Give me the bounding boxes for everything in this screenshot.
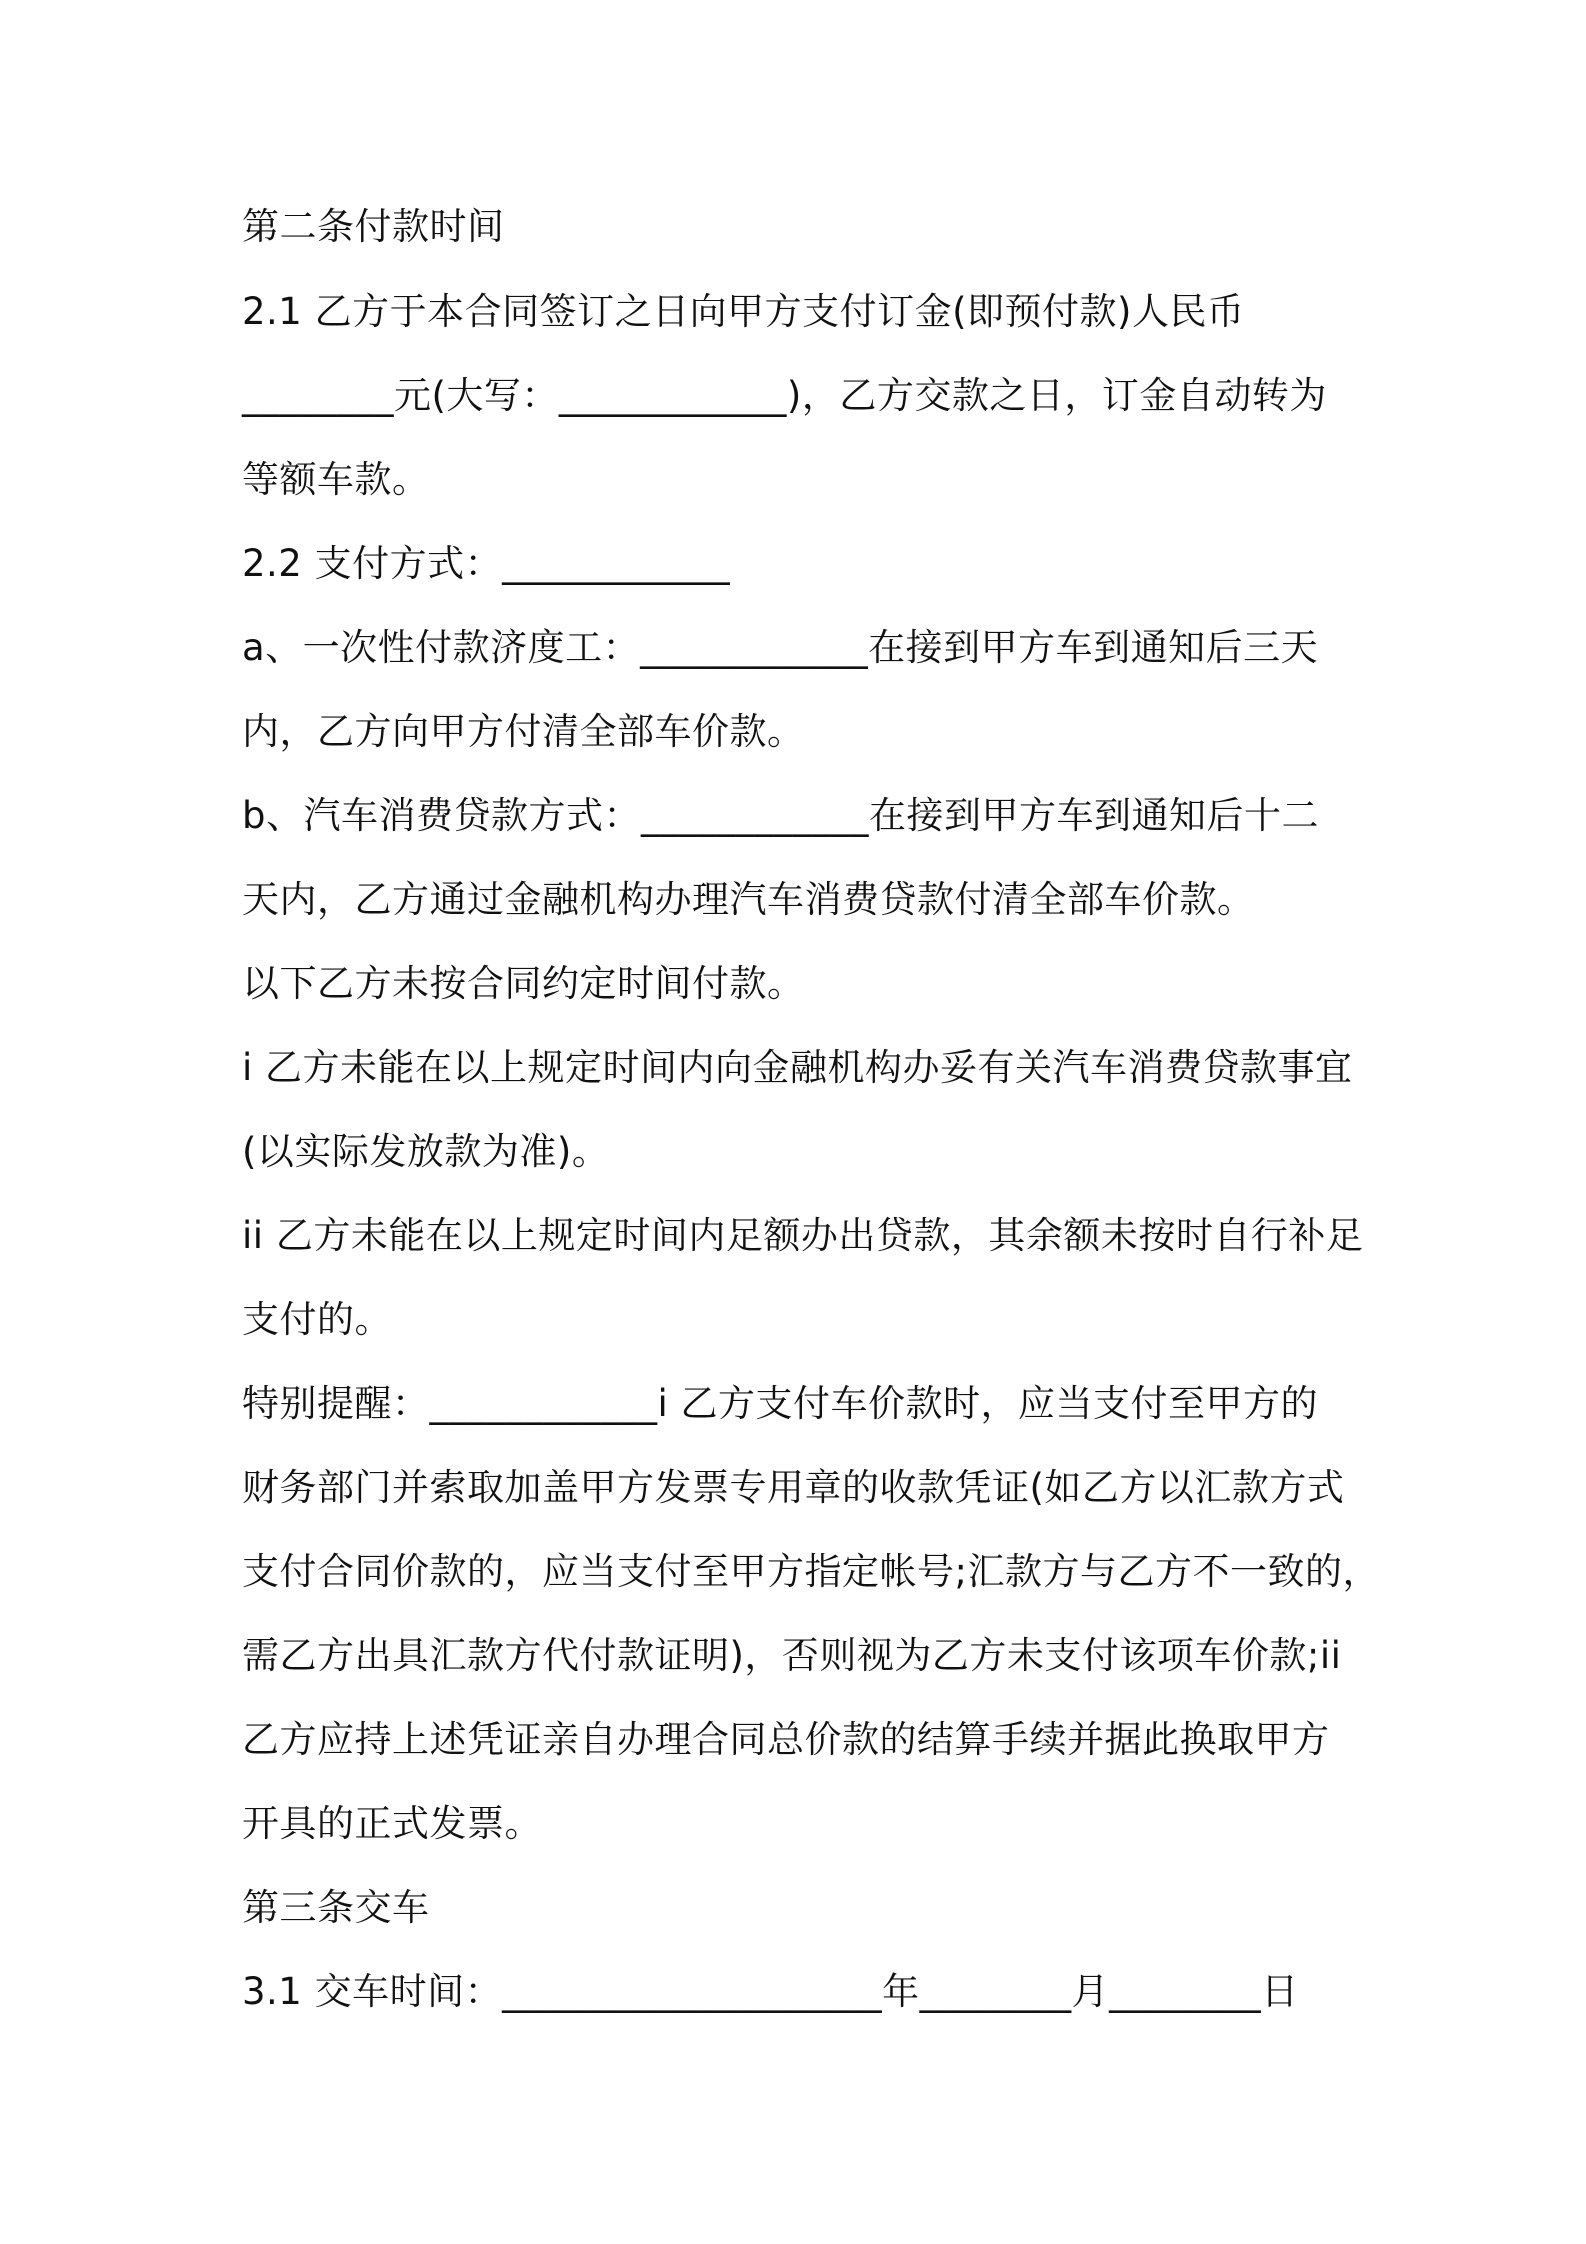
item-ii-line-1: ii 乙方未能在以上规定时间内足额办出贷款，其余额未按时自行补足 (242, 1214, 1364, 1257)
clause-2-2-line: 2.2 支付方式：____________ (242, 542, 731, 585)
option-b-line-2: 天内，乙方通过金融机构办理汽车消费贷款付清全部车价款。 (242, 878, 1255, 921)
reminder-line-4: 需乙方出具汇款方代付款证明)，否则视为乙方未支付该项车价款;ii (242, 1634, 1342, 1677)
option-b-line-1: b、汽车消费贷款方式：____________在接到甲方车到通知后十二 (242, 794, 1319, 837)
reminder-line-1: 特别提醒：____________i 乙方支付车价款时，应当支付至甲方的 (242, 1382, 1319, 1425)
reminder-line-3: 支付合同价款的，应当支付至甲方指定帐号;汇款方与乙方不一致的， (242, 1550, 1380, 1593)
clause-2-1-line-2: ________元(大写：____________)，乙方交款之日，订金自动转为 (242, 374, 1327, 417)
item-ii-line-2: 支付的。 (242, 1298, 392, 1341)
item-i-line-1: i 乙方未能在以上规定时间内向金融机构办妥有关汽车消费贷款事宜 (242, 1046, 1353, 1089)
late-payment-intro: 以下乙方未按合同约定时间付款。 (242, 962, 805, 1005)
clause-2-1-line-3: 等额车款。 (242, 458, 430, 501)
reminder-line-2: 财务部门并索取加盖甲方发票专用章的收款凭证(如乙方以汇款方式 (242, 1466, 1345, 1509)
option-a-line-2: 内，乙方向甲方付清全部车价款。 (242, 710, 805, 753)
reminder-line-6: 开具的正式发票。 (242, 1802, 542, 1845)
clause-2-1-line-1: 2.1 乙方于本合同签订之日向甲方支付订金(即预付款)人民币 (242, 290, 1245, 333)
reminder-line-5: 乙方应持上述凭证亲自办理合同总价款的结算手续并据此换取甲方 (242, 1718, 1330, 1761)
item-i-line-2: (以实际发放款为准)。 (242, 1130, 610, 1173)
section-3-heading: 第三条交车 (242, 1886, 430, 1929)
clause-3-1-line: 3.1 交车时间：____________________年________月________日 (242, 1970, 1299, 2013)
option-a-line-1: a、一次性付款济度工：____________在接到甲方车到通知后三天 (242, 626, 1319, 669)
section-2-heading: 第二条付款时间 (242, 205, 505, 248)
